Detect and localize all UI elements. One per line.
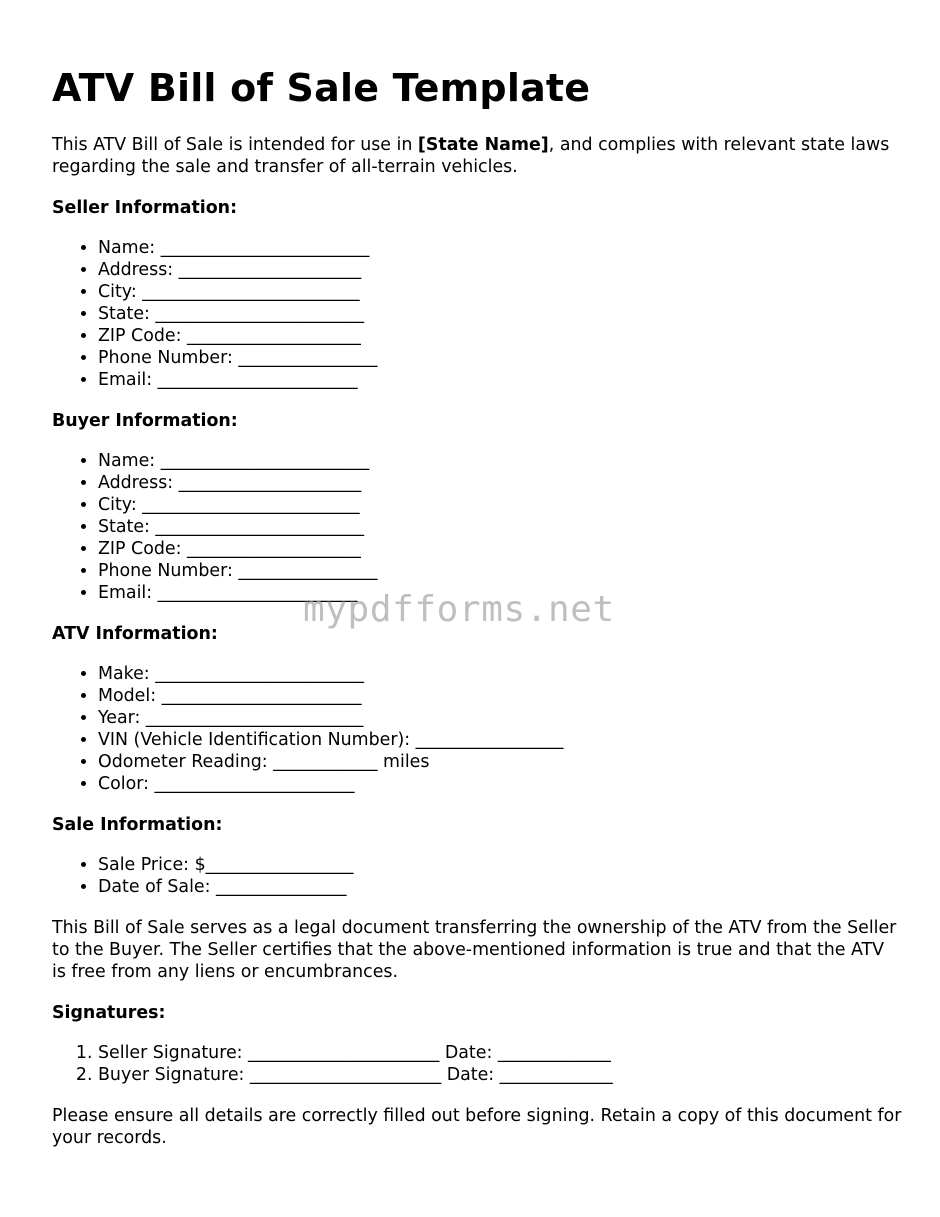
atv-model-field: • Model: _______________________ bbox=[98, 685, 902, 707]
atv-vin-field: • VIN (Vehicle Identification Number): _________________ bbox=[98, 729, 902, 751]
signatures-heading: Signatures: bbox=[52, 1003, 166, 1023]
legal-statement: This Bill of Sale serves as a legal document transferring the ownership of the ATV from the Seller to the Buyer. The Seller certifies that the above-mentioned information is true and that the ATV is free from any liens or encumbrances. bbox=[52, 918, 897, 982]
buyer-email-field: • Email: _______________________ bbox=[98, 582, 902, 604]
buyer-phone-field: • Phone Number: ________________ bbox=[98, 560, 902, 582]
sale-fields-list bbox=[52, 854, 902, 898]
buyer-fields-list bbox=[52, 450, 902, 604]
closing-note: Please ensure all details are correctly filled out before signing. Retain a copy of this document for your records. bbox=[52, 1106, 902, 1148]
seller-state-field: • State: ________________________ bbox=[98, 303, 902, 325]
atv-odometer-field: • Odometer Reading: ____________ miles bbox=[98, 751, 902, 773]
seller-phone-field: • Phone Number: ________________ bbox=[98, 347, 902, 369]
buyer-name-field: • Name: ________________________ bbox=[98, 450, 902, 472]
atv-fields-list bbox=[52, 663, 902, 795]
watermark: mypdfforms.net bbox=[303, 589, 615, 630]
seller-city-field: • City: _________________________ bbox=[98, 281, 902, 303]
buyer-state-field: • State: ________________________ bbox=[98, 516, 902, 538]
seller-signature-field: 1. Seller Signature: ______________________ Date: _____________ bbox=[98, 1042, 902, 1064]
seller-address-field: • Address: _____________________ bbox=[98, 259, 902, 281]
seller-heading: Seller Information: bbox=[52, 198, 238, 218]
intro-paragraph bbox=[52, 134, 902, 178]
sale-heading: Sale Information: bbox=[52, 815, 223, 835]
seller-fields-list bbox=[52, 237, 902, 391]
seller-zip-field: • ZIP Code: ____________________ bbox=[98, 325, 902, 347]
atv-heading: ATV Information: bbox=[52, 624, 218, 644]
sale-price-field: • Sale Price: $_________________ bbox=[98, 854, 902, 876]
sale-date-field: • Date of Sale: _______________ bbox=[98, 876, 902, 898]
buyer-signature-field: 2. Buyer Signature: ______________________ Date: _____________ bbox=[98, 1064, 902, 1086]
seller-name-field: • Name: ________________________ bbox=[98, 237, 902, 259]
buyer-heading: Buyer Information: bbox=[52, 411, 238, 431]
atv-make-field: • Make: ________________________ bbox=[98, 663, 902, 685]
buyer-zip-field: • ZIP Code: ____________________ bbox=[98, 538, 902, 560]
signatures-list bbox=[52, 1042, 902, 1086]
intro-text-before: This ATV Bill of Sale is intended for use in bbox=[52, 135, 418, 155]
atv-color-field: • Color: _______________________ bbox=[98, 773, 902, 795]
buyer-address-field: • Address: _____________________ bbox=[98, 472, 902, 494]
atv-year-field: • Year: _________________________ bbox=[98, 707, 902, 729]
state-name-placeholder: [State Name] bbox=[417, 135, 549, 155]
page-title: ATV Bill of Sale Template bbox=[52, 66, 591, 110]
buyer-city-field: • City: _________________________ bbox=[98, 494, 902, 516]
intro-text-after: , and complies with relevant state laws regarding the sale and transfer of all-terrain vehicles. bbox=[52, 135, 890, 177]
seller-email-field: • Email: _______________________ bbox=[98, 369, 902, 391]
